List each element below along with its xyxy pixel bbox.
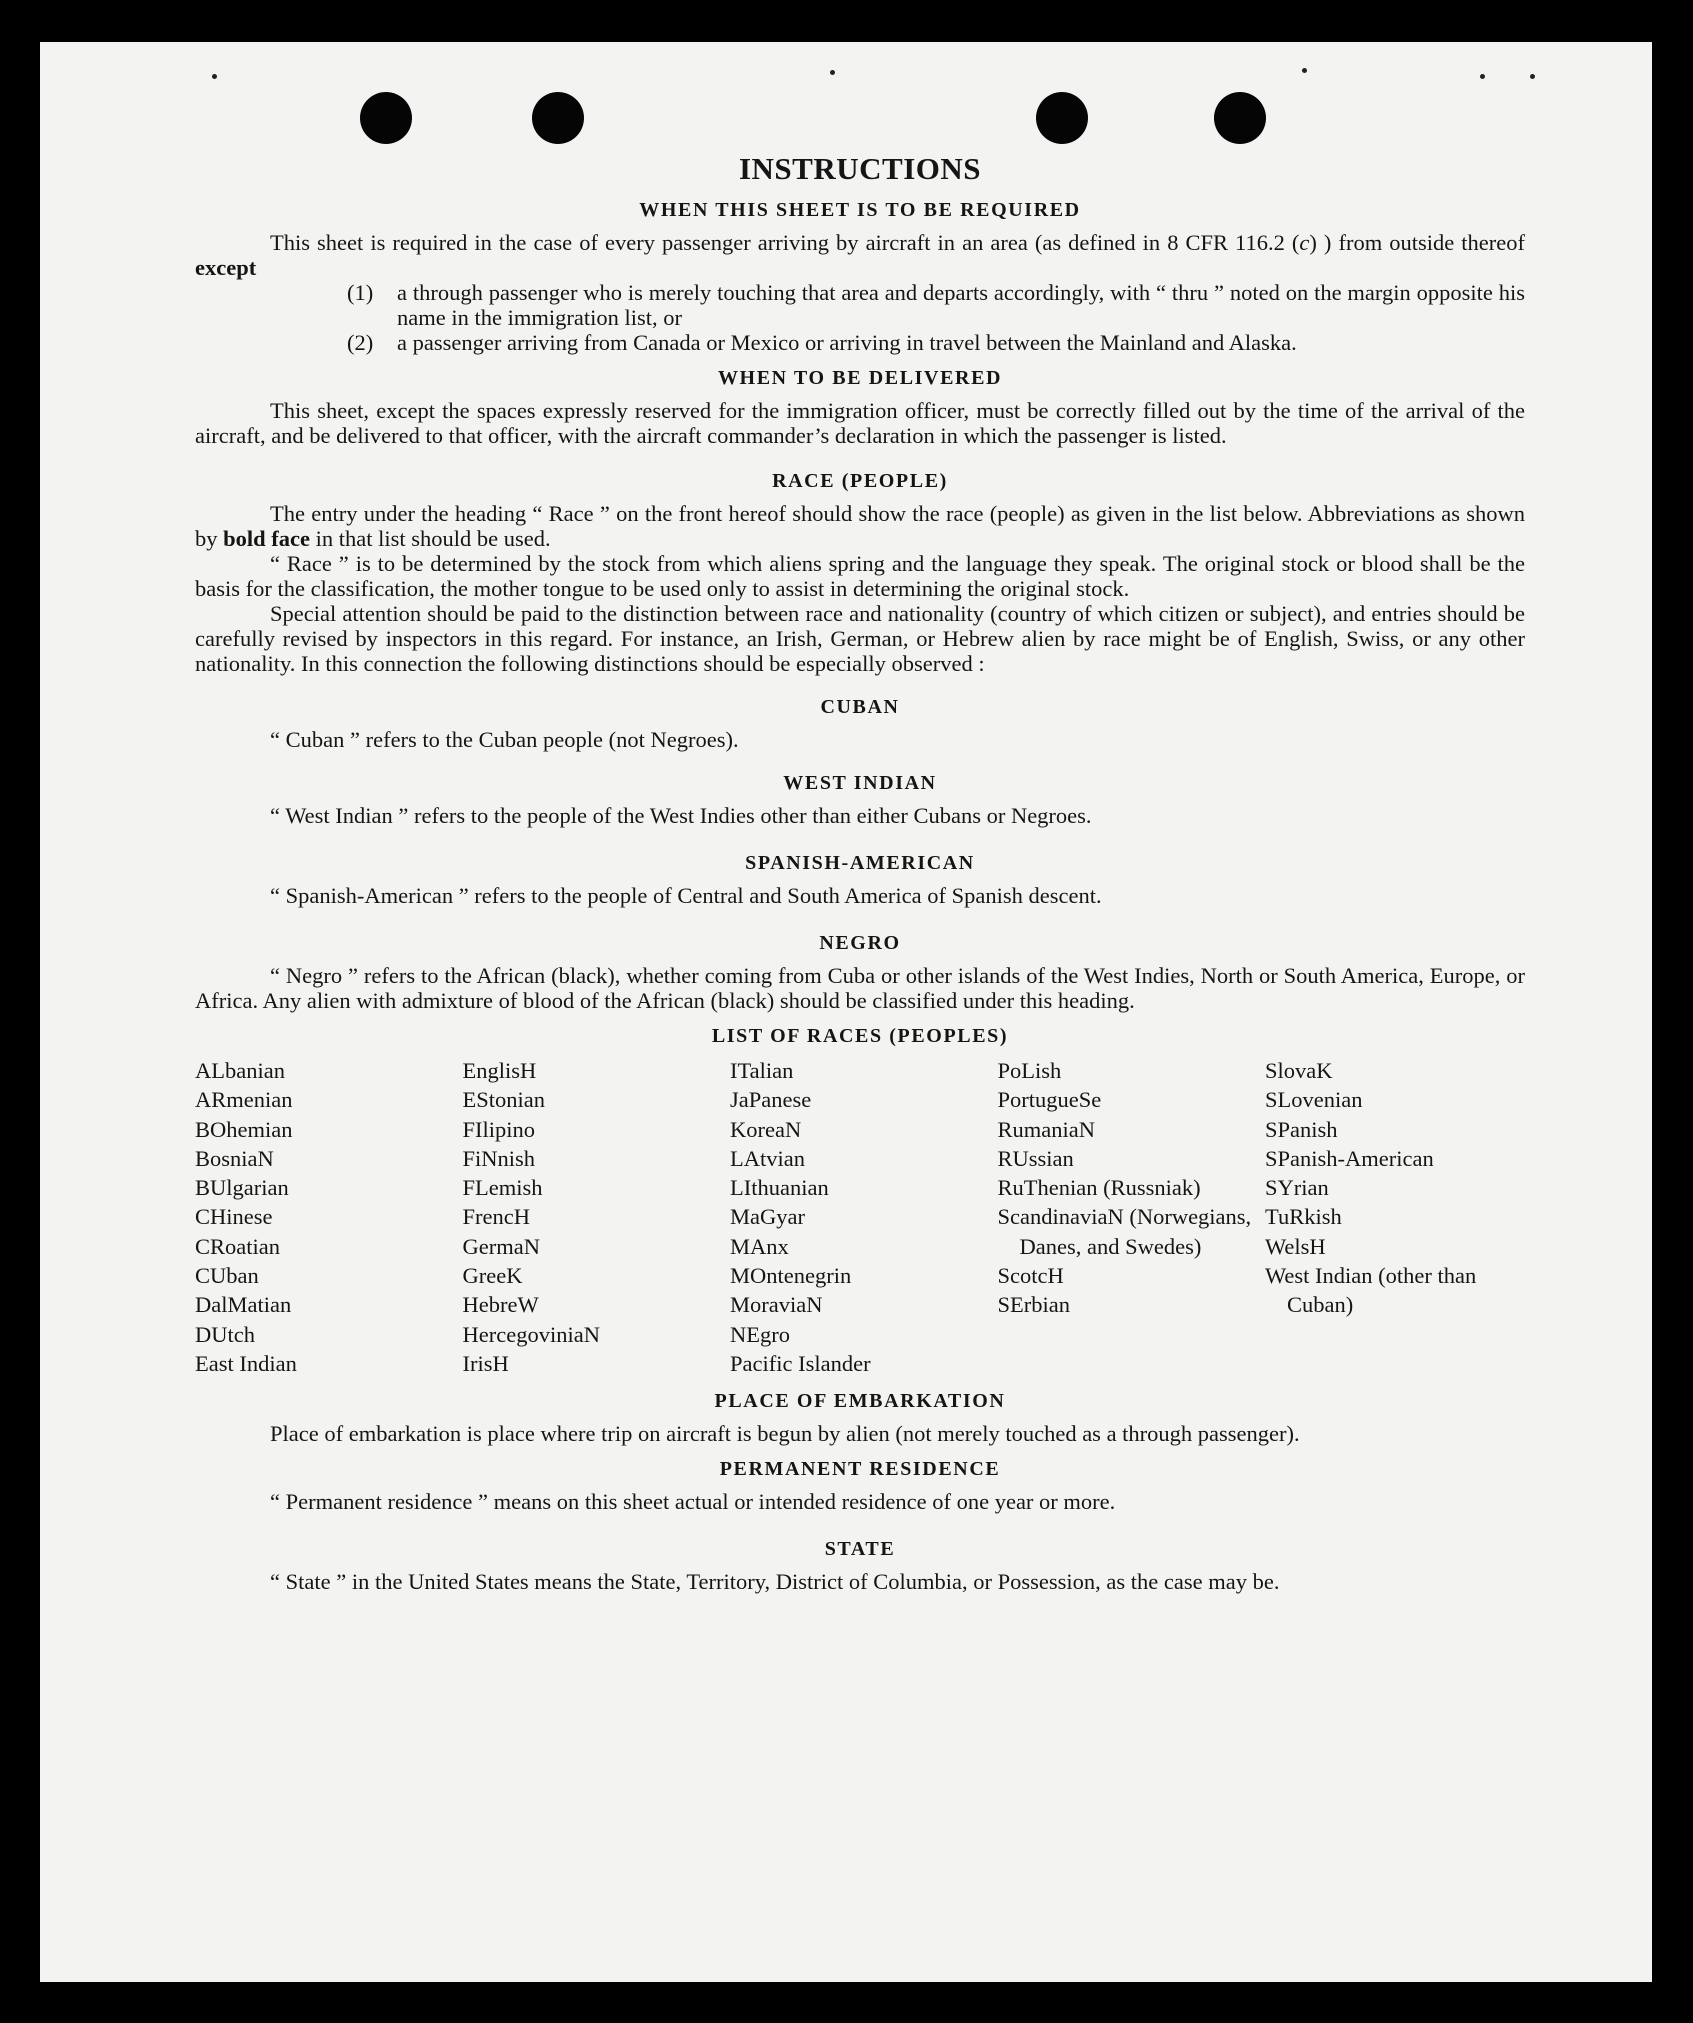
race-item: FiNnish (462, 1145, 536, 1171)
races-column-4 (998, 1056, 1258, 1378)
race-item: West Indian (other than Cuban) (1265, 1263, 1477, 1318)
race-item: SlovaK (1265, 1058, 1333, 1083)
race-item: GermaN (462, 1233, 540, 1259)
race-item: HebreW (462, 1292, 539, 1318)
paragraph-west-indian: “ West Indian ” refers to the people of the West Indies other than either Cubans or Negroes. (270, 803, 1092, 828)
race-item: SPanish-American (1265, 1145, 1434, 1171)
race-item: CRoatian (195, 1233, 280, 1259)
text-segment: in that list should be used. (310, 526, 551, 551)
heading-list-of-races: LIST OF RACES (PEOPLES) (711, 1025, 1009, 1047)
race-item: KoreaN (730, 1116, 802, 1142)
heading-race: RACE (PEOPLE) (772, 470, 948, 492)
paragraph-race-2: “ Race ” is to be determined by the stock from which aliens spring and the language they speak. The original stock or blood shall be the basis for the classification, the mother tongue to be used only to assist in determining the original stock. (195, 551, 1525, 601)
text-italic: c (1299, 230, 1310, 255)
heading-negro: NEGRO (819, 932, 901, 954)
race-item: LAtvian (730, 1145, 805, 1171)
speck (1302, 68, 1307, 73)
race-item: NEgro (730, 1321, 790, 1347)
race-item: MOntenegrin (730, 1263, 852, 1289)
item-number: (2) (347, 330, 374, 355)
punch-hole (1214, 92, 1266, 144)
speck (1530, 74, 1535, 79)
race-item: JaPanese (730, 1087, 812, 1113)
race-item: MAnx (730, 1233, 789, 1259)
list-item (347, 330, 1525, 355)
race-item: MaGyar (730, 1204, 805, 1230)
heading-residence: PERMANENT RESIDENCE (719, 1458, 1001, 1481)
paragraph-cuban: “ Cuban ” refers to the Cuban people (not Negroes). (270, 727, 739, 752)
race-item: SYrian (1265, 1175, 1329, 1201)
race-item: SErbian (997, 1292, 1070, 1318)
heading-when-required: WHEN THIS SHEET IS TO BE REQUIRED (639, 199, 1081, 221)
speck (212, 74, 217, 79)
race-item: RumaniaN (997, 1116, 1095, 1142)
race-item: DalMatian (195, 1292, 292, 1318)
text-bold: bold face (223, 526, 310, 551)
race-item: EnglisH (462, 1058, 537, 1083)
heading-west-indian: WEST INDIAN (783, 772, 937, 794)
race-item: FLemish (462, 1175, 543, 1201)
races-column-5 (1265, 1056, 1525, 1378)
paragraph-race-1 (195, 501, 1525, 551)
heading-spanish-american: SPANISH-AMERICAN (745, 852, 975, 874)
race-item: Pacific Islander (730, 1350, 871, 1376)
race-item: EStonian (462, 1087, 545, 1113)
punch-hole (360, 92, 412, 144)
page-title: INSTRUCTIONS (738, 151, 981, 186)
race-item: BOhemian (195, 1116, 293, 1142)
race-item: WelsH (1265, 1233, 1326, 1259)
race-item: SPanish (1265, 1116, 1338, 1142)
race-item: FIlipino (462, 1116, 536, 1142)
race-item: RUssian (997, 1145, 1074, 1171)
speck (830, 70, 835, 75)
text-segment: This sheet is required in the case of every passenger arriving by aircraft in an area (as defined in 8 CFR 116.2 ( (270, 230, 1300, 255)
heading-state: STATE (824, 1538, 896, 1561)
race-item: LIthuanian (730, 1175, 829, 1201)
race-item: FrencH (462, 1204, 530, 1230)
heading-cuban: CUBAN (820, 696, 900, 718)
race-item: RuThenian (Russniak) (997, 1175, 1201, 1201)
heading-when-delivered: WHEN TO BE DELIVERED (717, 367, 1003, 389)
text-segment: The entry under the heading “ Race ” on the front hereof should show the race (people) as given in the list below. Abbreviations as shown by (195, 501, 1525, 551)
race-item: PortugueSe (997, 1087, 1102, 1113)
heading-embarkation: PLACE OF EMBARKATION (714, 1390, 1006, 1413)
race-item: PoLish (997, 1058, 1062, 1083)
paragraph-embarkation: Place of embarkation is place where trip on aircraft is begun by alien (not merely touched as a through passenger). (270, 1421, 1300, 1447)
race-item: TuRkish (1265, 1204, 1342, 1230)
race-item: ALbanian (195, 1058, 285, 1083)
race-item: GreeK (462, 1263, 523, 1289)
item-text: a through passenger who is merely touching that area and departs accordingly, with “ thru ” noted on the margin opposite his name in the immigration list, or (397, 280, 1525, 330)
text-segment: ) ) from outside thereof (1309, 230, 1525, 255)
races-column-1 (195, 1056, 455, 1378)
race-item: MoraviaN (730, 1292, 823, 1318)
paragraph-race-3: Special attention should be paid to the distinction between race and nationality (country of which citizen or subject), and entries should be carefully revised by inspectors in this regard. For instance, an Irish, German, or Hebrew alien by race might be of English, Swiss, or any other nationality. In this connection the following distinctions should be especially observed : (195, 601, 1525, 676)
paragraph-when-required (195, 230, 1525, 280)
race-item: SLovenian (1265, 1087, 1363, 1113)
paragraph-state: “ State ” in the United States means the State, Territory, District of Columbia, or Possession, as the case may be. (270, 1569, 1280, 1595)
paragraph-residence: “ Permanent residence ” means on this sheet actual or intended residence of one year or more. (270, 1489, 1116, 1515)
race-item: ScandinaviaN (Norwegians, Danes, and Swedes) (997, 1204, 1252, 1259)
race-item: HercegoviniaN (462, 1321, 600, 1347)
paragraph-spanish-american: “ Spanish-American ” refers to the people of Central and South America of Spanish descent. (270, 883, 1102, 908)
race-item: ScotcH (997, 1263, 1064, 1289)
race-item: DUtch (195, 1321, 255, 1347)
race-item: ITalian (730, 1058, 794, 1083)
race-item: BUlgarian (195, 1175, 289, 1201)
document-page (40, 42, 1652, 1982)
list-item (347, 280, 1525, 330)
speck (1480, 74, 1485, 79)
races-list (195, 1056, 1525, 1378)
race-item: BosniaN (195, 1145, 274, 1171)
race-item: ARmenian (195, 1087, 293, 1113)
text-bold: except (195, 255, 257, 280)
punch-hole (1036, 92, 1088, 144)
paragraph-when-delivered: This sheet, except the spaces expressly reserved for the immigration officer, must be correctly filled out by the time of the arrival of the aircraft, and be delivered to that officer, with the aircraft commander’s declaration in which the passenger is listed. (195, 398, 1525, 448)
item-text: a passenger arriving from Canada or Mexico or arriving in travel between the Mainland and Alaska. (397, 330, 1297, 355)
races-column-2 (463, 1056, 723, 1378)
race-item: CUban (195, 1263, 259, 1289)
paragraph-negro: “ Negro ” refers to the African (black), whether coming from Cuba or other islands of the West Indies, North or South America, Europe, or Africa. Any alien with admixture of blood of the African (black) should be classified under this heading. (195, 963, 1525, 1013)
instructions-content (195, 151, 1525, 1594)
race-item: CHinese (195, 1204, 273, 1230)
item-number: (1) (347, 280, 374, 305)
race-item: IrisH (462, 1350, 509, 1376)
punch-hole (532, 92, 584, 144)
races-column-3 (730, 1056, 990, 1378)
race-item: East Indian (195, 1350, 297, 1376)
